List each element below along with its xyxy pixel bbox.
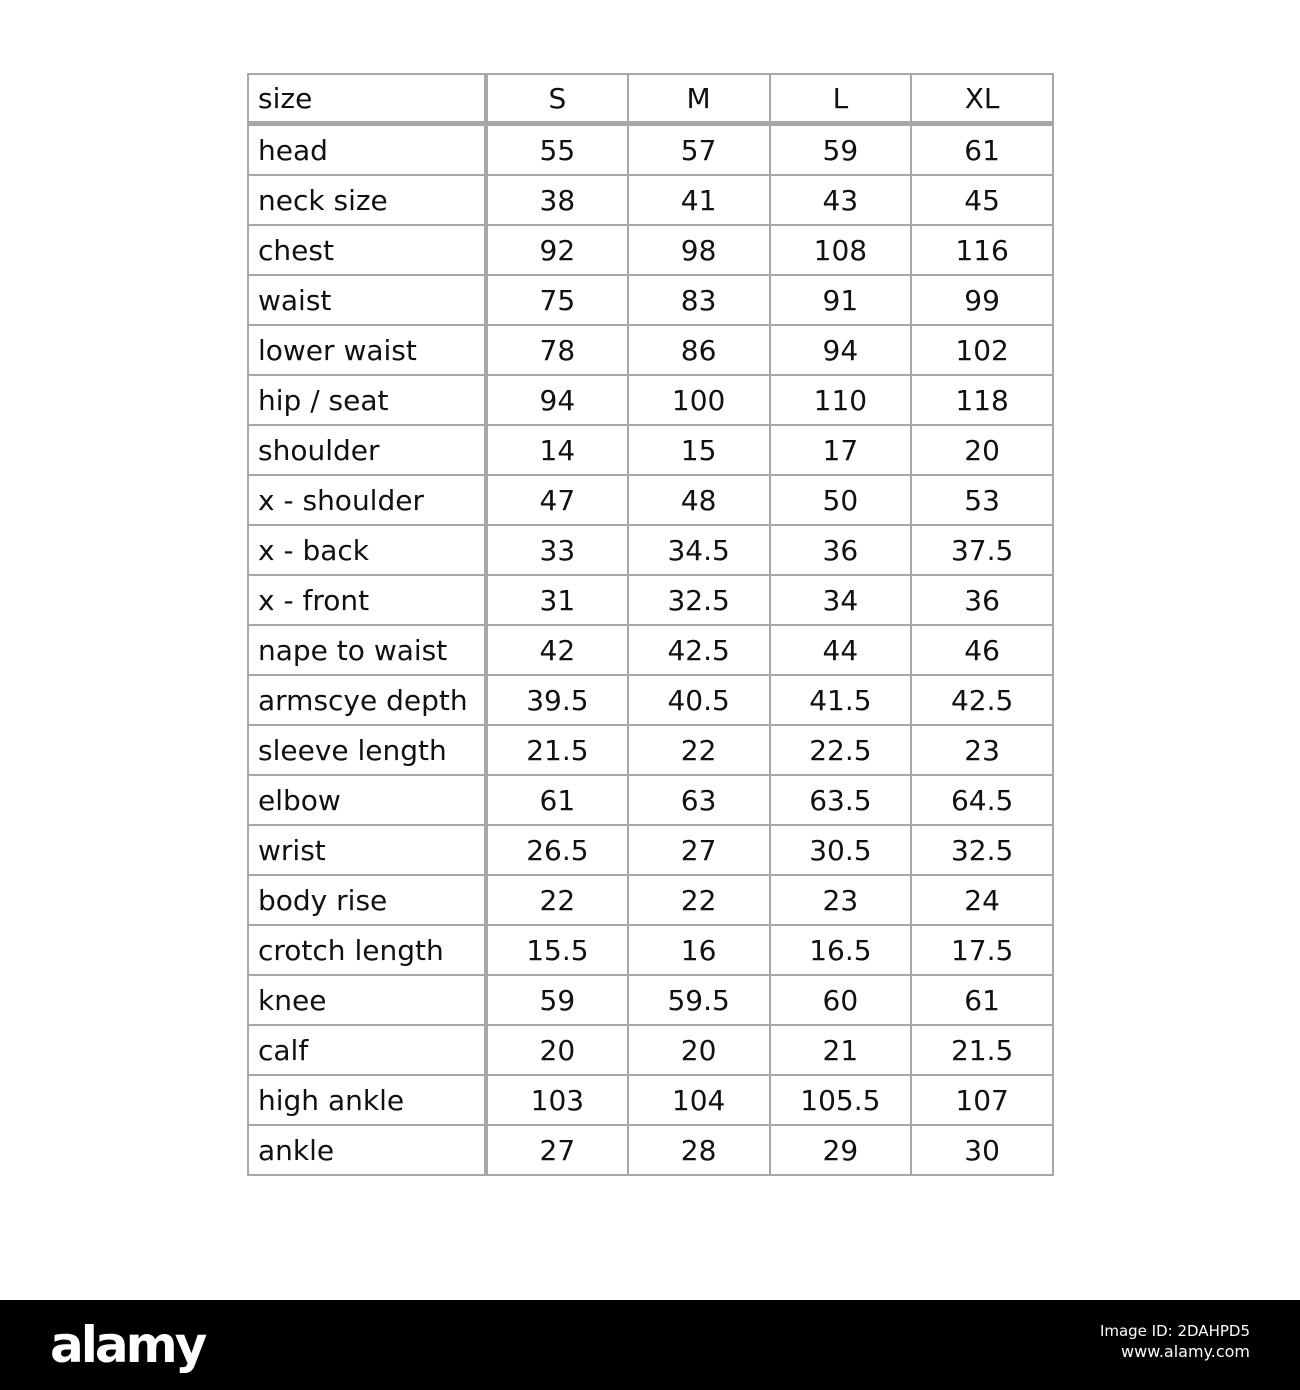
- table-cell: 100: [628, 375, 770, 425]
- site-url-text: www.alamy.com: [1121, 1341, 1250, 1361]
- table-cell: 41.5: [770, 675, 912, 725]
- row-label: hip / seat: [248, 375, 486, 425]
- table-cell: 29: [770, 1125, 912, 1175]
- table-cell: 32.5: [911, 825, 1053, 875]
- table-row: [248, 325, 1053, 375]
- table-row: [248, 175, 1053, 225]
- table-cell: 55: [486, 124, 628, 176]
- table-cell: 110: [770, 375, 912, 425]
- table-row: [248, 124, 1053, 176]
- header-size-l: L: [770, 74, 912, 124]
- table-cell: 40.5: [628, 675, 770, 725]
- row-label: body rise: [248, 875, 486, 925]
- row-label: elbow: [248, 775, 486, 825]
- table-cell: 60: [770, 975, 912, 1025]
- table-cell: 16.5: [770, 925, 912, 975]
- table-body: [248, 124, 1053, 1176]
- table-row: [248, 525, 1053, 575]
- table-row: [248, 1025, 1053, 1075]
- table-cell: 47: [486, 475, 628, 525]
- table-cell: 78: [486, 325, 628, 375]
- row-label: armscye depth: [248, 675, 486, 725]
- table-cell: 24: [911, 875, 1053, 925]
- table-cell: 33: [486, 525, 628, 575]
- table-cell: 83: [628, 275, 770, 325]
- table-row: [248, 675, 1053, 725]
- table-cell: 32.5: [628, 575, 770, 625]
- table-cell: 36: [770, 525, 912, 575]
- table-cell: 17.5: [911, 925, 1053, 975]
- table-cell: 30.5: [770, 825, 912, 875]
- table-cell: 22.5: [770, 725, 912, 775]
- header-size-xl: XL: [911, 74, 1053, 124]
- size-table: [247, 73, 1054, 1176]
- header-size-s: S: [486, 74, 628, 124]
- table-cell: 116: [911, 225, 1053, 275]
- row-label: crotch length: [248, 925, 486, 975]
- table-cell: 63.5: [770, 775, 912, 825]
- table-row: [248, 1125, 1053, 1175]
- table-row: [248, 275, 1053, 325]
- header-size-m: M: [628, 74, 770, 124]
- table-row: [248, 975, 1053, 1025]
- table-cell: 37.5: [911, 525, 1053, 575]
- table-cell: 20: [628, 1025, 770, 1075]
- row-label: lower waist: [248, 325, 486, 375]
- row-label: x - shoulder: [248, 475, 486, 525]
- size-chart: [247, 73, 1052, 1176]
- table-cell: 34.5: [628, 525, 770, 575]
- table-cell: 36: [911, 575, 1053, 625]
- table-cell: 14: [486, 425, 628, 475]
- footer-info: [1100, 1322, 1250, 1362]
- table-cell: 46: [911, 625, 1053, 675]
- table-cell: 103: [486, 1075, 628, 1125]
- row-label: shoulder: [248, 425, 486, 475]
- table-cell: 30: [911, 1125, 1053, 1175]
- table-cell: 39.5: [486, 675, 628, 725]
- table-row: [248, 875, 1053, 925]
- alamy-logo: alamy: [50, 1316, 205, 1374]
- table-row: [248, 775, 1053, 825]
- table-cell: 61: [486, 775, 628, 825]
- table-cell: 15: [628, 425, 770, 475]
- header-size-label: size: [248, 74, 486, 124]
- row-label: chest: [248, 225, 486, 275]
- table-cell: 57: [628, 124, 770, 176]
- table-cell: 61: [911, 975, 1053, 1025]
- table-cell: 98: [628, 225, 770, 275]
- table-row: [248, 1075, 1053, 1125]
- table-cell: 94: [486, 375, 628, 425]
- table-row: [248, 225, 1053, 275]
- table-cell: 105.5: [770, 1075, 912, 1125]
- table-cell: 21: [770, 1025, 912, 1075]
- table-cell: 22: [628, 725, 770, 775]
- table-cell: 16: [628, 925, 770, 975]
- table-cell: 61: [911, 124, 1053, 176]
- row-label: head: [248, 124, 486, 176]
- table-cell: 23: [911, 725, 1053, 775]
- table-cell: 91: [770, 275, 912, 325]
- table-cell: 22: [486, 875, 628, 925]
- table-row: [248, 575, 1053, 625]
- table-cell: 21.5: [486, 725, 628, 775]
- table-cell: 20: [911, 425, 1053, 475]
- table-cell: 42: [486, 625, 628, 675]
- table-cell: 44: [770, 625, 912, 675]
- table-cell: 20: [486, 1025, 628, 1075]
- table-cell: 86: [628, 325, 770, 375]
- row-label: calf: [248, 1025, 486, 1075]
- table-cell: 48: [628, 475, 770, 525]
- row-label: sleeve length: [248, 725, 486, 775]
- row-label: wrist: [248, 825, 486, 875]
- table-row: [248, 825, 1053, 875]
- table-row: [248, 375, 1053, 425]
- table-cell: 92: [486, 225, 628, 275]
- table-cell: 28: [628, 1125, 770, 1175]
- table-cell: 63: [628, 775, 770, 825]
- table-cell: 38: [486, 175, 628, 225]
- table-cell: 59: [486, 975, 628, 1025]
- table-cell: 41: [628, 175, 770, 225]
- table-row: [248, 725, 1053, 775]
- table-cell: 31: [486, 575, 628, 625]
- table-row: [248, 625, 1053, 675]
- row-label: ankle: [248, 1125, 486, 1175]
- table-cell: 99: [911, 275, 1053, 325]
- row-label: x - front: [248, 575, 486, 625]
- table-cell: 75: [486, 275, 628, 325]
- table-cell: 43: [770, 175, 912, 225]
- header-row: [248, 74, 1053, 124]
- table-cell: 42.5: [911, 675, 1053, 725]
- table-cell: 59.5: [628, 975, 770, 1025]
- row-label: neck size: [248, 175, 486, 225]
- table-cell: 107: [911, 1075, 1053, 1125]
- row-label: x - back: [248, 525, 486, 575]
- table-cell: 94: [770, 325, 912, 375]
- table-cell: 104: [628, 1075, 770, 1125]
- footer-bar: [0, 1300, 1300, 1390]
- table-cell: 42.5: [628, 625, 770, 675]
- row-label: nape to waist: [248, 625, 486, 675]
- table-cell: 64.5: [911, 775, 1053, 825]
- table-cell: 27: [628, 825, 770, 875]
- table-cell: 22: [628, 875, 770, 925]
- table-cell: 34: [770, 575, 912, 625]
- table-cell: 17: [770, 425, 912, 475]
- row-label: high ankle: [248, 1075, 486, 1125]
- row-label: knee: [248, 975, 486, 1025]
- table-row: [248, 925, 1053, 975]
- table-cell: 108: [770, 225, 912, 275]
- table-cell: 15.5: [486, 925, 628, 975]
- table-cell: 45: [911, 175, 1053, 225]
- image-id-text: Image ID: 2DAHPD5: [1099, 1322, 1250, 1340]
- table-cell: 53: [911, 475, 1053, 525]
- table-cell: 21.5: [911, 1025, 1053, 1075]
- table-cell: 23: [770, 875, 912, 925]
- row-label: waist: [248, 275, 486, 325]
- table-cell: 118: [911, 375, 1053, 425]
- table-cell: 26.5: [486, 825, 628, 875]
- table-cell: 27: [486, 1125, 628, 1175]
- table-cell: 59: [770, 124, 912, 176]
- table-cell: 102: [911, 325, 1053, 375]
- table-row: [248, 475, 1053, 525]
- table-cell: 50: [770, 475, 912, 525]
- table-row: [248, 425, 1053, 475]
